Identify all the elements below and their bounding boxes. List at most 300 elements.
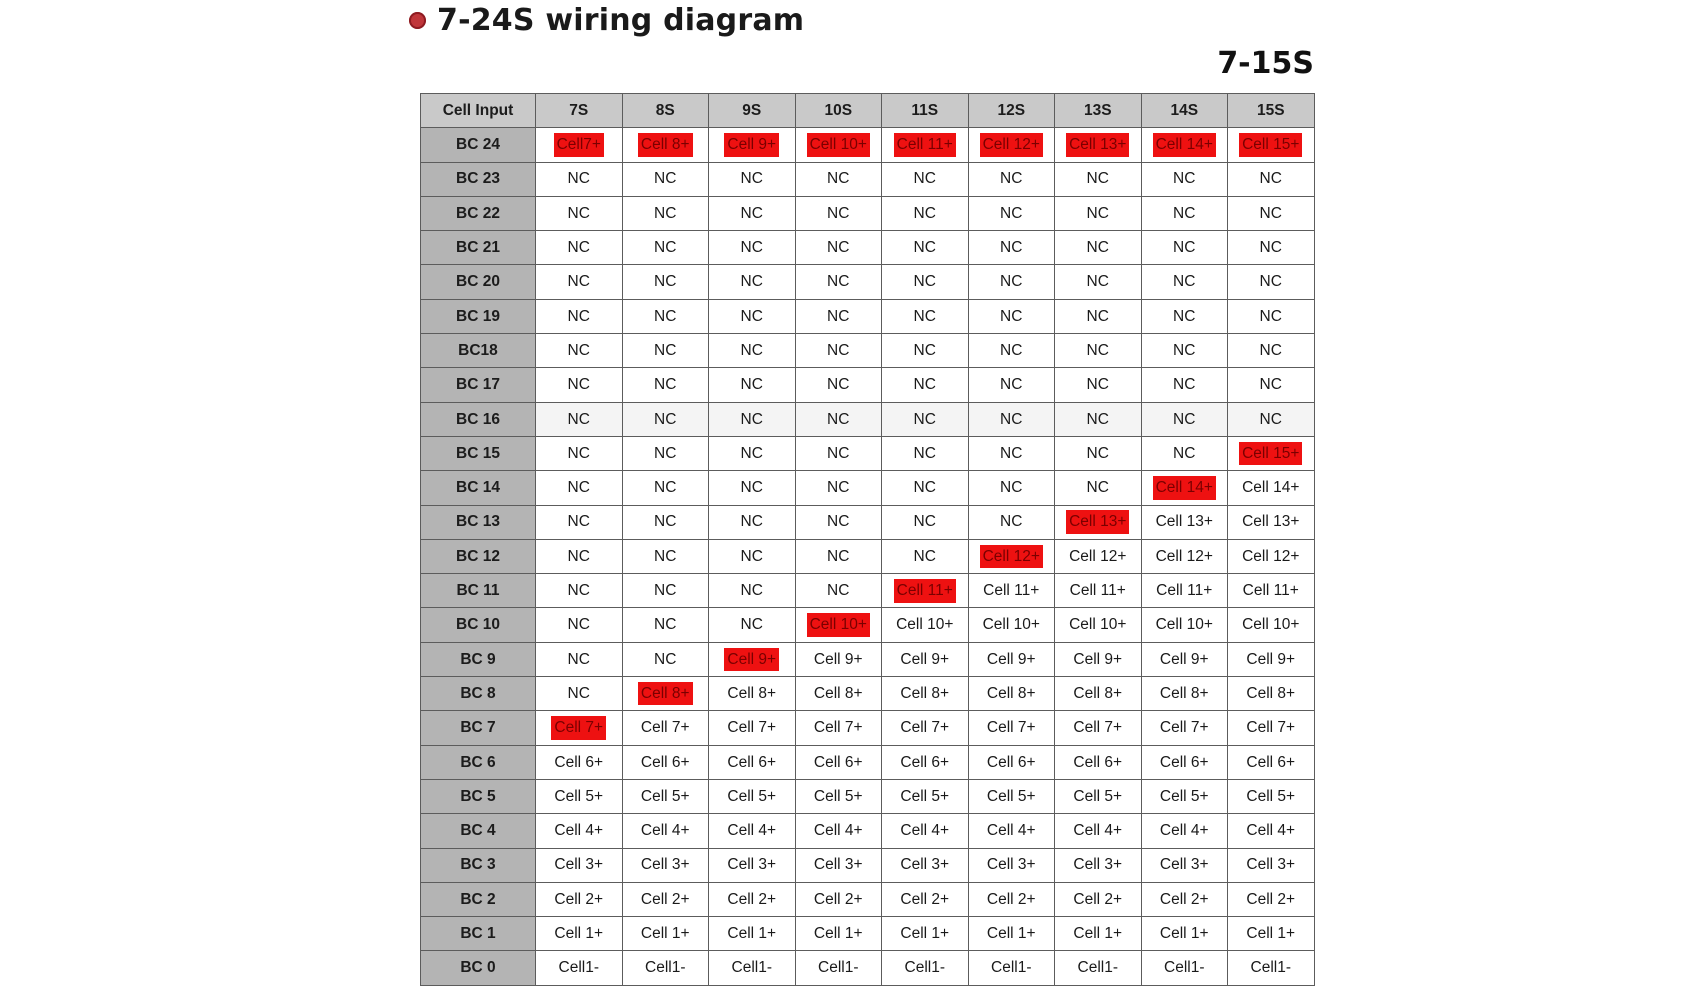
cell-value: NC (827, 170, 850, 188)
highlighted-cell-value: Cell 15+ (1239, 442, 1302, 466)
table-row (421, 677, 1315, 711)
table-cell (1228, 848, 1315, 882)
table-cell (882, 368, 969, 402)
cell-value: Cell 2+ (900, 890, 950, 908)
table-cell (1141, 779, 1228, 813)
table-cell (1055, 368, 1142, 402)
cell-value: NC (567, 547, 590, 565)
cell-value: NC (1000, 444, 1023, 462)
range-label: 7-15S (1217, 46, 1314, 81)
table-cell (536, 402, 623, 436)
cell-value: Cell 8+ (1246, 684, 1296, 702)
table-cell (622, 471, 709, 505)
cell-value: Cell 5+ (1073, 787, 1123, 805)
cell-value: Cell 2+ (727, 890, 777, 908)
table-body (421, 128, 1315, 985)
cell-value: Cell 4+ (727, 822, 777, 840)
table-cell (968, 265, 1055, 299)
cell-value: NC (654, 444, 677, 462)
cell-value: Cell 7+ (900, 719, 950, 737)
table-cell (1228, 128, 1315, 162)
cell-value: NC (913, 547, 936, 565)
table-cell (795, 402, 882, 436)
cell-value: NC (654, 341, 677, 359)
table-row (421, 745, 1315, 779)
row-label: BC 7 (421, 711, 536, 745)
column-header: 9S (709, 94, 796, 128)
cell-value: Cell1- (1077, 959, 1118, 977)
cell-value: NC (567, 204, 590, 222)
table-cell (709, 848, 796, 882)
table-cell (1228, 779, 1315, 813)
table-cell (795, 368, 882, 402)
table-cell (1228, 951, 1315, 985)
cell-value: NC (740, 582, 763, 600)
table-cell (622, 745, 709, 779)
table-cell (968, 128, 1055, 162)
table-cell (795, 299, 882, 333)
cell-value: Cell1- (991, 959, 1032, 977)
cell-value: NC (654, 204, 677, 222)
table-cell (968, 882, 1055, 916)
cell-value: NC (567, 273, 590, 291)
cell-value: Cell 6+ (1159, 753, 1209, 771)
cell-value: NC (654, 307, 677, 325)
table-cell (1055, 848, 1142, 882)
cell-value: NC (1000, 273, 1023, 291)
table-cell (536, 779, 623, 813)
table-cell (1228, 334, 1315, 368)
table-cell (1055, 505, 1142, 539)
highlighted-cell-value: Cell 14+ (1153, 133, 1216, 157)
table-cell (968, 574, 1055, 608)
highlighted-cell-value: Cell 9+ (724, 648, 779, 672)
table-row (421, 539, 1315, 573)
cell-value: Cell 4+ (640, 822, 690, 840)
cell-value: Cell 12+ (1155, 547, 1213, 565)
highlighted-cell-value: Cell 12+ (980, 545, 1043, 569)
table-row (421, 471, 1315, 505)
table-cell (622, 334, 709, 368)
table-cell (1228, 574, 1315, 608)
table-cell (882, 917, 969, 951)
table-cell (1141, 848, 1228, 882)
cell-value: Cell 10+ (1155, 616, 1213, 634)
table-cell (622, 814, 709, 848)
row-label: BC 9 (421, 642, 536, 676)
cell-value: NC (1086, 376, 1109, 394)
table-row (421, 436, 1315, 470)
table-row (421, 711, 1315, 745)
table-cell (1228, 436, 1315, 470)
cell-value: NC (827, 273, 850, 291)
cell-value: NC (654, 616, 677, 634)
table-cell (882, 505, 969, 539)
header-row (421, 94, 1315, 128)
cell-value: Cell 4+ (813, 822, 863, 840)
cell-value: Cell 3+ (900, 856, 950, 874)
column-header: 8S (622, 94, 709, 128)
cell-value: Cell 4+ (554, 822, 604, 840)
table-cell (1055, 608, 1142, 642)
table-cell (1141, 299, 1228, 333)
row-label: BC 20 (421, 265, 536, 299)
table-cell (795, 334, 882, 368)
highlighted-cell-value: Cell 8+ (638, 682, 693, 706)
cell-value: Cell 4+ (1159, 822, 1209, 840)
row-label: BC 3 (421, 848, 536, 882)
table-cell (1055, 574, 1142, 608)
table-cell (882, 951, 969, 985)
table-cell (622, 265, 709, 299)
table-cell (795, 951, 882, 985)
bullet-icon (409, 12, 426, 29)
corner-header: Cell Input (421, 94, 536, 128)
cell-value: NC (654, 239, 677, 257)
highlighted-cell-value: Cell 11+ (894, 579, 956, 603)
table-cell (536, 848, 623, 882)
column-header: 12S (968, 94, 1055, 128)
table-cell (1141, 471, 1228, 505)
cell-value: NC (654, 582, 677, 600)
cell-value: Cell 12+ (1242, 547, 1300, 565)
cell-value: NC (740, 341, 763, 359)
cell-value: NC (827, 444, 850, 462)
table-cell (882, 299, 969, 333)
table-cell (536, 745, 623, 779)
table-cell (622, 574, 709, 608)
table-row (421, 299, 1315, 333)
table-cell (536, 642, 623, 676)
cell-value: NC (567, 341, 590, 359)
table-cell (1055, 334, 1142, 368)
row-label: BC 8 (421, 677, 536, 711)
table-cell (1055, 814, 1142, 848)
table-cell (536, 299, 623, 333)
table-cell (795, 539, 882, 573)
cell-value: NC (827, 582, 850, 600)
table-cell (709, 814, 796, 848)
table-cell (1141, 334, 1228, 368)
cell-value: Cell 4+ (900, 822, 950, 840)
table-row (421, 402, 1315, 436)
table-cell (709, 471, 796, 505)
table-cell (622, 505, 709, 539)
cell-value: NC (1000, 204, 1023, 222)
cell-value: NC (1000, 376, 1023, 394)
table-cell (622, 608, 709, 642)
cell-value: NC (740, 273, 763, 291)
table-cell (709, 951, 796, 985)
highlighted-cell-value: Cell 13+ (1066, 510, 1129, 534)
cell-value: Cell 2+ (1246, 890, 1296, 908)
cell-value: NC (913, 444, 936, 462)
table-cell (536, 574, 623, 608)
cell-value: Cell 9+ (1073, 650, 1123, 668)
cell-value: NC (567, 479, 590, 497)
table-cell (1055, 711, 1142, 745)
table-cell (1228, 368, 1315, 402)
column-header: 7S (536, 94, 623, 128)
table-cell (1141, 608, 1228, 642)
table-cell (1141, 574, 1228, 608)
table-cell (882, 642, 969, 676)
table-cell (1228, 882, 1315, 916)
table-cell (795, 265, 882, 299)
cell-value: Cell 3+ (1159, 856, 1209, 874)
cell-value: NC (1173, 410, 1196, 428)
column-header: 15S (1228, 94, 1315, 128)
cell-value: NC (567, 684, 590, 702)
cell-value: NC (827, 547, 850, 565)
table-cell (1141, 505, 1228, 539)
cell-value: Cell 11+ (1069, 582, 1126, 600)
cell-value: Cell 3+ (986, 856, 1036, 874)
highlighted-cell-value: Cell7+ (554, 133, 604, 157)
table-cell (622, 368, 709, 402)
table-cell (882, 402, 969, 436)
table-cell (795, 231, 882, 265)
cell-value: Cell 8+ (813, 684, 863, 702)
cell-value: Cell 8+ (1159, 684, 1209, 702)
table-cell (968, 917, 1055, 951)
cell-value: Cell 6+ (986, 753, 1036, 771)
cell-value: Cell 1+ (1159, 925, 1209, 943)
cell-value: Cell 3+ (640, 856, 690, 874)
table-cell (1141, 711, 1228, 745)
cell-value: Cell 11+ (1156, 582, 1213, 600)
row-label: BC 1 (421, 917, 536, 951)
table-cell (882, 677, 969, 711)
cell-value: NC (1000, 513, 1023, 531)
column-header: 11S (882, 94, 969, 128)
cell-value: Cell 3+ (727, 856, 777, 874)
cell-value: Cell 7+ (640, 719, 690, 737)
cell-value: NC (567, 239, 590, 257)
cell-value: Cell1- (645, 959, 686, 977)
cell-value: NC (1173, 204, 1196, 222)
row-label: BC 12 (421, 539, 536, 573)
cell-value: Cell 10+ (1069, 616, 1127, 634)
table-cell (709, 402, 796, 436)
cell-value: NC (913, 307, 936, 325)
table-cell (536, 162, 623, 196)
row-label: BC18 (421, 334, 536, 368)
cell-value: Cell 2+ (1073, 890, 1123, 908)
row-label: BC 19 (421, 299, 536, 333)
table-cell (795, 608, 882, 642)
table-cell (1228, 608, 1315, 642)
cell-value: NC (913, 341, 936, 359)
table-cell (795, 471, 882, 505)
table-cell (882, 334, 969, 368)
cell-value: Cell 6+ (1073, 753, 1123, 771)
cell-value: NC (1259, 239, 1282, 257)
wiring-table (420, 93, 1315, 986)
table-cell (536, 334, 623, 368)
cell-value: Cell1- (818, 959, 859, 977)
table-cell (622, 882, 709, 916)
table-cell (536, 471, 623, 505)
cell-value: NC (1086, 204, 1109, 222)
cell-value: NC (1259, 273, 1282, 291)
table-cell (882, 608, 969, 642)
table-cell (882, 814, 969, 848)
table-cell (622, 539, 709, 573)
table-cell (709, 882, 796, 916)
cell-value: Cell 3+ (1246, 856, 1296, 874)
table-cell (1228, 402, 1315, 436)
table-cell (709, 677, 796, 711)
cell-value: NC (913, 479, 936, 497)
table-cell (968, 951, 1055, 985)
cell-value: Cell 7+ (1246, 719, 1296, 737)
cell-value: Cell 12+ (1069, 547, 1127, 565)
table-row (421, 642, 1315, 676)
cell-value: Cell 9+ (813, 650, 863, 668)
table-cell (968, 745, 1055, 779)
table-cell (795, 196, 882, 230)
table-cell (622, 299, 709, 333)
table-cell (622, 162, 709, 196)
row-label: BC 24 (421, 128, 536, 162)
cell-value: NC (654, 547, 677, 565)
highlighted-cell-value: Cell 13+ (1066, 133, 1129, 157)
cell-value: Cell 8+ (727, 684, 777, 702)
cell-value: NC (740, 513, 763, 531)
cell-value: Cell1- (1164, 959, 1205, 977)
cell-value: Cell 7+ (813, 719, 863, 737)
table-cell (1228, 299, 1315, 333)
table-cell (968, 231, 1055, 265)
table-cell (622, 642, 709, 676)
table-cell (795, 745, 882, 779)
table-cell (968, 368, 1055, 402)
cell-value: Cell 5+ (727, 787, 777, 805)
row-label: BC 11 (421, 574, 536, 608)
table-cell (1055, 128, 1142, 162)
table-cell (795, 814, 882, 848)
row-label: BC 4 (421, 814, 536, 848)
table-cell (536, 505, 623, 539)
table-cell (536, 539, 623, 573)
table-row (421, 917, 1315, 951)
cell-value: NC (913, 273, 936, 291)
cell-value: NC (1173, 307, 1196, 325)
cell-value: NC (654, 376, 677, 394)
cell-value: NC (1173, 170, 1196, 188)
table-cell (795, 917, 882, 951)
cell-value: Cell 6+ (1246, 753, 1296, 771)
table-cell (882, 436, 969, 470)
column-header: 10S (795, 94, 882, 128)
row-label: BC 0 (421, 951, 536, 985)
table-cell (1055, 677, 1142, 711)
cell-value: NC (740, 204, 763, 222)
title-row (409, 0, 804, 40)
cell-value: Cell 14+ (1242, 479, 1300, 497)
cell-value: Cell 10+ (896, 616, 954, 634)
cell-value: NC (740, 479, 763, 497)
cell-value: NC (1086, 273, 1109, 291)
cell-value: NC (913, 410, 936, 428)
table-row (421, 162, 1315, 196)
cell-value: Cell 6+ (727, 753, 777, 771)
table-cell (1141, 814, 1228, 848)
cell-value: Cell 10+ (982, 616, 1040, 634)
table-cell (1141, 539, 1228, 573)
cell-value: NC (1000, 341, 1023, 359)
page-title: 7-24S wiring diagram (437, 2, 805, 38)
table-cell (1055, 917, 1142, 951)
cell-value: NC (654, 410, 677, 428)
cell-value: Cell 5+ (640, 787, 690, 805)
table-cell (968, 642, 1055, 676)
table-cell (1228, 265, 1315, 299)
table-cell (1055, 539, 1142, 573)
table-cell (536, 814, 623, 848)
row-label: BC 15 (421, 436, 536, 470)
table-row (421, 128, 1315, 162)
table-cell (1141, 917, 1228, 951)
cell-value: NC (1000, 239, 1023, 257)
cell-value: NC (1086, 444, 1109, 462)
table-cell (795, 162, 882, 196)
cell-value: Cell 6+ (900, 753, 950, 771)
cell-value: Cell 1+ (900, 925, 950, 943)
table-cell (1228, 505, 1315, 539)
cell-value: NC (827, 341, 850, 359)
cell-value: Cell 1+ (554, 925, 604, 943)
cell-value: NC (1173, 376, 1196, 394)
table-cell (1141, 368, 1228, 402)
table-cell (1228, 917, 1315, 951)
cell-value: NC (740, 444, 763, 462)
highlighted-cell-value: Cell 11+ (894, 133, 956, 157)
table-cell (709, 128, 796, 162)
cell-value: Cell 2+ (554, 890, 604, 908)
cell-value: NC (654, 650, 677, 668)
table-cell (882, 745, 969, 779)
cell-value: Cell1- (731, 959, 772, 977)
cell-value: NC (1086, 341, 1109, 359)
cell-value: Cell 5+ (986, 787, 1036, 805)
cell-value: NC (567, 376, 590, 394)
cell-value: NC (913, 376, 936, 394)
cell-value: NC (740, 239, 763, 257)
row-label: BC 13 (421, 505, 536, 539)
table-row (421, 505, 1315, 539)
table-cell (709, 196, 796, 230)
cell-value: Cell 5+ (813, 787, 863, 805)
table-cell (709, 642, 796, 676)
table-row (421, 848, 1315, 882)
table-cell (1228, 814, 1315, 848)
table-cell (1055, 196, 1142, 230)
highlighted-cell-value: Cell 10+ (807, 613, 870, 637)
cell-value: Cell 13+ (1155, 513, 1213, 531)
table-cell (968, 711, 1055, 745)
table-cell (1141, 128, 1228, 162)
table-cell (1055, 642, 1142, 676)
table-cell (1141, 882, 1228, 916)
cell-value: Cell 2+ (640, 890, 690, 908)
table-row (421, 608, 1315, 642)
cell-value: Cell 1+ (986, 925, 1036, 943)
table-cell (968, 848, 1055, 882)
table-cell (1228, 231, 1315, 265)
table-cell (709, 334, 796, 368)
